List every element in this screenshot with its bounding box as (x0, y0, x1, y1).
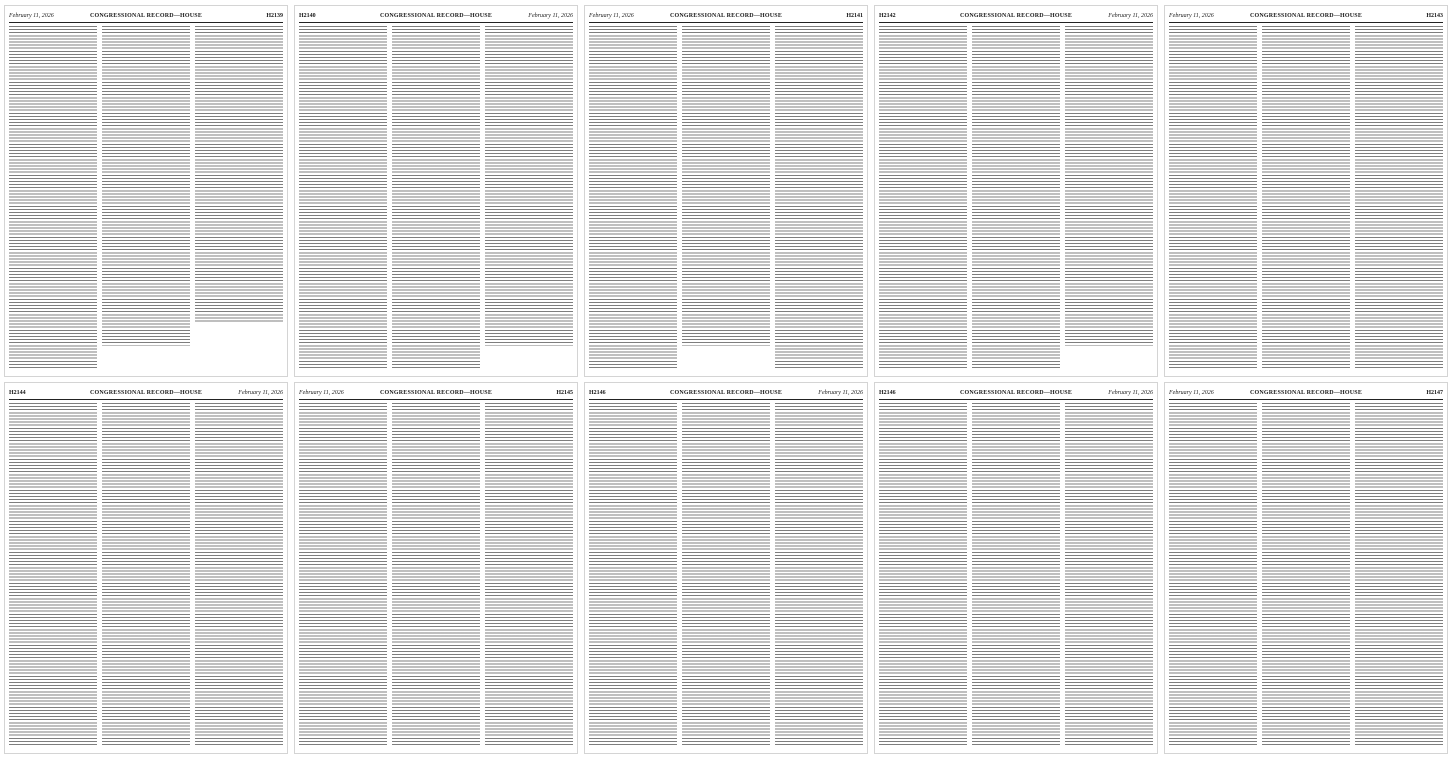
text-column (299, 403, 387, 747)
page-header (1169, 387, 1443, 400)
header-date: February 11, 2026 (1169, 390, 1214, 396)
page-thumbnail-h2139[interactable] (4, 5, 288, 377)
text-column (775, 403, 863, 747)
page-thumbnail-h2142[interactable] (874, 5, 1158, 377)
text-column (879, 26, 967, 370)
header-date: February 11, 2026 (238, 390, 283, 396)
text-columns (879, 26, 1153, 370)
header-title: CONGRESSIONAL RECORD—HOUSE (89, 390, 203, 396)
text-column (589, 26, 677, 370)
page-header (589, 10, 863, 23)
text-columns (879, 403, 1153, 747)
page-thumbnail-h2145[interactable] (294, 382, 578, 754)
text-column (1262, 26, 1350, 370)
header-page-number: H2146 (879, 390, 896, 396)
text-columns (9, 403, 283, 747)
text-column (589, 403, 677, 747)
text-column (972, 26, 1060, 370)
text-column (485, 26, 573, 346)
header-title: CONGRESSIONAL RECORD—HOUSE (669, 390, 783, 396)
text-columns (1169, 26, 1443, 370)
text-column (879, 403, 967, 747)
text-column (1065, 26, 1153, 346)
header-date: February 11, 2026 (528, 13, 573, 19)
text-column (1065, 403, 1153, 747)
text-column (102, 403, 190, 747)
text-column (195, 26, 283, 322)
header-page-number: H2144 (9, 390, 26, 396)
text-columns (589, 26, 863, 370)
text-columns (589, 403, 863, 747)
header-date: February 11, 2026 (1108, 390, 1153, 396)
page-header (589, 387, 863, 400)
header-page-number: H2143 (1426, 13, 1443, 19)
text-column (1169, 403, 1257, 747)
text-column (9, 26, 97, 370)
header-title: CONGRESSIONAL RECORD—HOUSE (379, 13, 493, 19)
text-column (392, 26, 480, 370)
page-header (9, 10, 283, 23)
page-header (299, 387, 573, 400)
header-date: February 11, 2026 (299, 390, 344, 396)
header-page-number: H2139 (266, 13, 283, 19)
header-title: CONGRESSIONAL RECORD—HOUSE (1249, 390, 1363, 396)
header-date: February 11, 2026 (9, 13, 54, 19)
page-header (9, 387, 283, 400)
page-header (299, 10, 573, 23)
header-date: February 11, 2026 (1108, 13, 1153, 19)
text-column (195, 403, 283, 747)
page-thumbnail-h2144[interactable] (4, 382, 288, 754)
text-column (1262, 403, 1350, 747)
page-header (879, 387, 1153, 400)
header-page-number: H2146 (589, 390, 606, 396)
text-columns (1169, 403, 1443, 747)
text-column (1355, 403, 1443, 747)
text-column (1355, 26, 1443, 370)
text-column (775, 26, 863, 370)
text-column (9, 403, 97, 747)
text-column (682, 26, 770, 346)
header-page-number: H2147 (1426, 390, 1443, 396)
page-header (1169, 10, 1443, 23)
page-thumbnail-h2146[interactable] (584, 382, 868, 754)
header-page-number: H2140 (299, 13, 316, 19)
header-page-number: H2145 (556, 390, 573, 396)
text-column (1169, 26, 1257, 370)
text-column (299, 26, 387, 370)
header-page-number: H2141 (846, 13, 863, 19)
header-title: CONGRESSIONAL RECORD—HOUSE (89, 13, 203, 19)
header-date: February 11, 2026 (589, 13, 634, 19)
page-thumbnail-h2140[interactable] (294, 5, 578, 377)
text-column (102, 26, 190, 346)
text-columns (299, 403, 573, 747)
text-column (972, 403, 1060, 747)
page-thumbnail-h2146-b[interactable] (874, 382, 1158, 754)
header-page-number: H2142 (879, 13, 896, 19)
header-title: CONGRESSIONAL RECORD—HOUSE (669, 13, 783, 19)
text-columns (9, 26, 283, 370)
header-title: CONGRESSIONAL RECORD—HOUSE (379, 390, 493, 396)
page-thumbnail-h2143[interactable] (1164, 5, 1448, 377)
header-date: February 11, 2026 (818, 390, 863, 396)
header-title: CONGRESSIONAL RECORD—HOUSE (959, 13, 1073, 19)
header-title: CONGRESSIONAL RECORD—HOUSE (959, 390, 1073, 396)
text-column (485, 403, 573, 747)
header-title: CONGRESSIONAL RECORD—HOUSE (1249, 13, 1363, 19)
header-date: February 11, 2026 (1169, 13, 1214, 19)
text-column (392, 403, 480, 747)
page-thumbnail-h2147[interactable] (1164, 382, 1448, 754)
text-columns (299, 26, 573, 370)
text-column (682, 403, 770, 747)
page-header (879, 10, 1153, 23)
page-thumbnail-h2141[interactable] (584, 5, 868, 377)
